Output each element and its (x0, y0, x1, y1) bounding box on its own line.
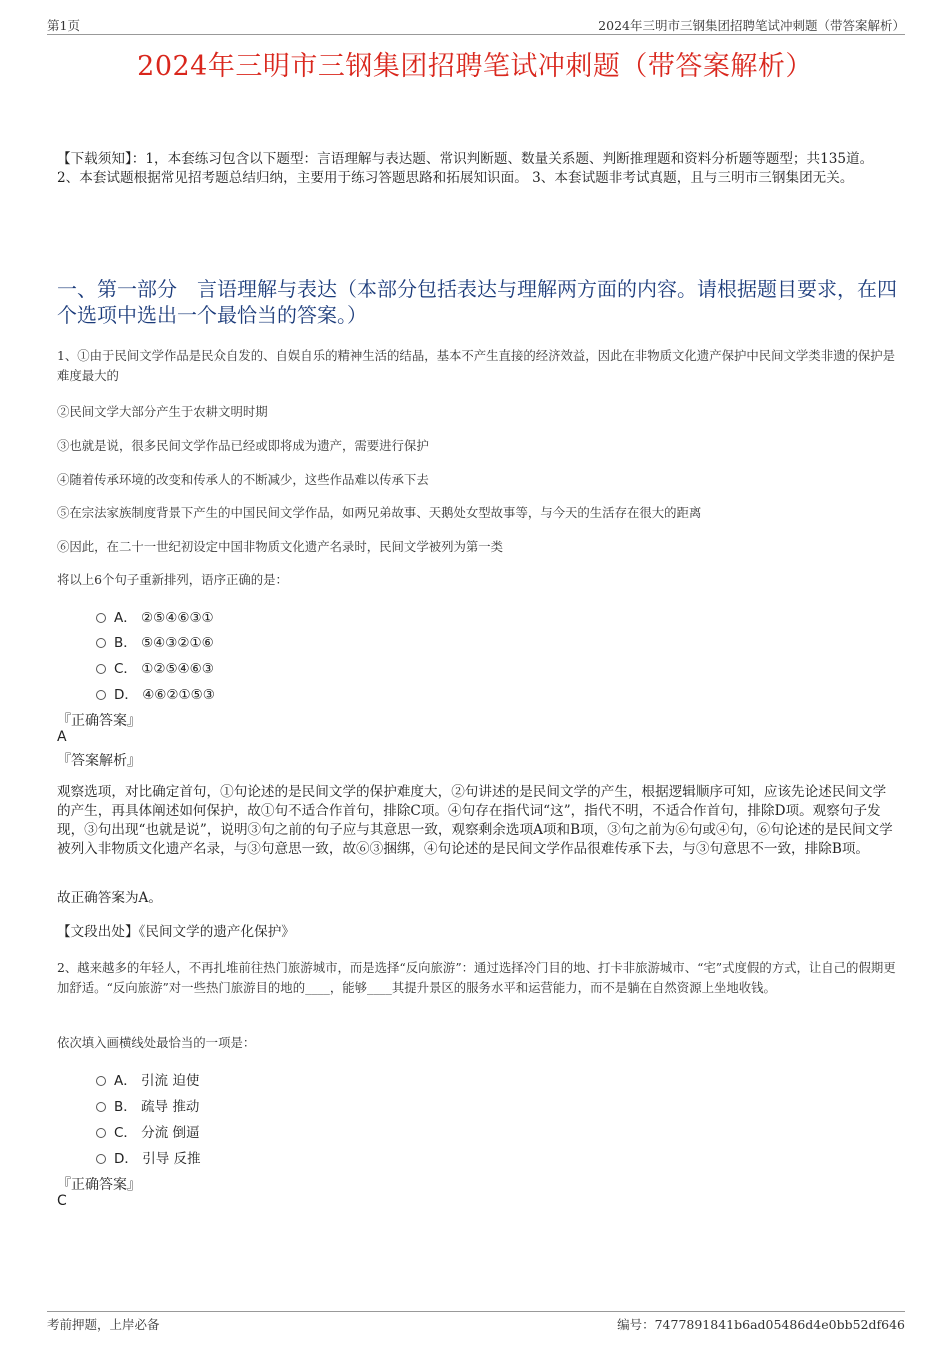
radio-icon[interactable] (96, 664, 106, 674)
header-doc-title: 2024年三明市三钢集团招聘笔试冲刺题（带答案解析） (598, 18, 905, 33)
question-1-analysis-label: 『答案解析』 (57, 753, 141, 769)
option-text: 疏导 推动 (141, 1099, 200, 1115)
option-letter: C． (114, 1125, 137, 1141)
question-1-answer-label: 『正确答案』 (57, 713, 141, 729)
radio-icon[interactable] (96, 638, 106, 648)
document-title: 2024年三明市三钢集团招聘笔试冲刺题（带答案解析） (137, 51, 813, 82)
footer-slogan: 考前押题，上岸必备 (47, 1317, 160, 1332)
question-1-option-d[interactable] (96, 683, 215, 703)
page-header (47, 14, 905, 35)
question-1-sentence-5: ⑤在宗法家族制度背景下产生的中国民间文学作品，如两兄弟故事、天鹅处女型故事等，与今天的生活存在很大的距离 (57, 505, 702, 520)
option-letter: D． (114, 1151, 138, 1167)
question-1-sentence-3: ③也就是说，很多民间文学作品已经或即将成为遗产，需要进行保护 (57, 438, 429, 453)
radio-icon[interactable] (96, 690, 106, 700)
question-1-source: 【文段出处】《民间文学的遗产化保护》 (57, 924, 295, 940)
radio-icon[interactable] (96, 1076, 106, 1086)
option-text: ①②⑤④⑥③ (141, 661, 214, 677)
question-2-option-d[interactable] (96, 1147, 201, 1167)
option-letter: A． (114, 610, 137, 626)
option-letter: A． (114, 1073, 137, 1089)
page-footer (47, 1311, 905, 1332)
question-2-stem: 2、越来越多的年轻人，不再扎堆前往热门旅游城市，而是选择“反向旅游”：通过选择冷门目的地、打卡非旅游城市、“宅”式度假的方式，让自己的假期更加舒适。“反向旅游”对一些热门旅游目的地的____，能够____其提升景区的服务水平和运营能力，而不是躺在自然资源上坐地收钱。 (57, 960, 896, 995)
question-2-option-c[interactable] (96, 1121, 200, 1141)
footer-serial: 编号：7477891841b6ad05486d4e0bb52df646 (617, 1317, 905, 1332)
question-1-prompt: 将以上6个句子重新排列，语序正确的是： (57, 572, 288, 587)
question-2-option-b[interactable] (96, 1095, 199, 1115)
question-1-option-a[interactable] (96, 606, 214, 626)
option-letter: B． (114, 635, 137, 651)
option-letter: B． (114, 1099, 137, 1115)
question-2-answer-label: 『正确答案』 (57, 1177, 141, 1193)
question-2-prompt: 依次填入画横线处最恰当的一项是： (57, 1035, 256, 1050)
radio-icon[interactable] (96, 1128, 106, 1138)
question-1-analysis: 观察选项，对比确定首句，①句论述的是民间文学的保护难度大，②句讲述的是民间文学的产生，根据逻辑顺序可知，应该先论述民间文学的产生，再具体阐述如何保护，故①句不适合作首句，排除C项。④句存在指代词“这”，指代不明，不适合作首句，排除D项。观察句子发现，③句出现“也就是说”，说明③句之前的句子应与其意思一致，观察剩余选项A项和B项，③句之前为⑥句或④句，⑥句论述的是民间文学被列入非物质文化遗产名录，与③句意思一致，故⑥③捆绑，④句论述的是民间文学作品很难传承下去，与③句意思不一致，排除B项。 (57, 784, 893, 857)
option-text: 分流 倒逼 (141, 1125, 200, 1141)
option-text: ④⑥②①⑤③ (142, 687, 215, 703)
question-1-conclusion: 故正确答案为A。 (57, 890, 162, 906)
option-text: 引导 反推 (142, 1151, 201, 1167)
question-1-sentence-4: ④随着传承环境的改变和传承人的不断减少，这些作品难以传承下去 (57, 472, 429, 487)
question-2-answer: C (57, 1193, 67, 1209)
download-notice: 【下载须知】：1，本套练习包含以下题型：言语理解与表达题、常识判断题、数量关系题、判断推理题和资料分析题等题型；共135道。 2、本套试题根据常见招考题总结归纳，主要用于练习答题思路和拓展知识面。 3、本套试题非考试真题，且与三明市三钢集团无关。 (57, 151, 874, 186)
option-text: 引流 迫使 (141, 1073, 200, 1089)
question-2-option-a[interactable] (96, 1069, 199, 1089)
question-1-option-c[interactable] (96, 657, 214, 677)
question-1-sentence-2: ②民间文学大部分产生于农耕文明时期 (57, 404, 268, 419)
option-letter: C． (114, 661, 137, 677)
radio-icon[interactable] (96, 1102, 106, 1112)
radio-icon[interactable] (96, 613, 106, 623)
page-number: 第1页 (47, 18, 80, 33)
radio-icon[interactable] (96, 1154, 106, 1164)
question-1-option-b[interactable] (96, 631, 214, 651)
option-text: ⑤④③②①⑥ (141, 635, 214, 651)
option-letter: D． (114, 687, 138, 703)
question-1-answer: A (57, 729, 67, 745)
question-1-stem: 1、①由于民间文学作品是民众自发的、自娱自乐的精神生活的结晶，基本不产生直接的经济效益，因此在非物质文化遗产保护中民间文学类非遗的保护是难度最大的 (57, 348, 896, 383)
question-1-sentence-6: ⑥因此，在二十一世纪初设定中国非物质文化遗产名录时，民间文学被列为第一类 (57, 539, 504, 554)
option-text: ②⑤④⑥③① (141, 610, 214, 626)
section-heading: 一、第一部分 言语理解与表达（本部分包括表达与理解两方面的内容。请根据题目要求，在四个选项中选出一个最恰当的答案。） (57, 277, 897, 327)
